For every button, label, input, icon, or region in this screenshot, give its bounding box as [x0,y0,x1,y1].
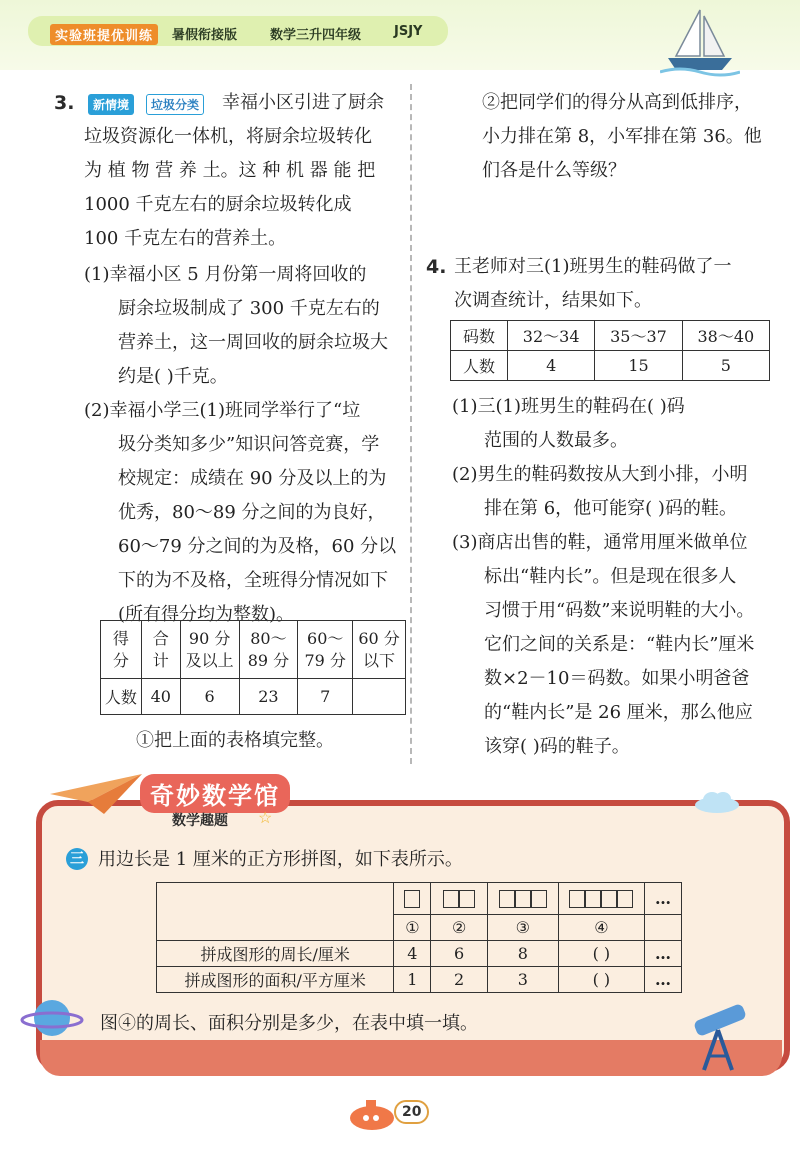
fun-subtitle: 数学趣题 [172,813,228,829]
q3-intro-1: 垃圾资源化一体机，将厨余垃圾转化 [84,126,372,147]
label-fig1: ① [394,915,431,941]
q3-sub2-0: ②把同学们的得分从高到低排序， [482,92,752,113]
q3-intro-2: 为 植 物 营 养 土。这 种 机 器 能 把 [84,160,376,181]
cell-60-79: 7 [298,679,353,715]
q4-row-label: 人数 [451,351,508,381]
q4-intro-0: 王老师对三(1)班男生的鞋码做了一 [454,256,732,277]
label-fig2: ② [431,915,488,941]
q3-intro-4: 100 千克左右的营养土。 [84,228,287,249]
q4-cell-38-40: 5 [682,351,769,381]
q4-p3-6: 该穿( )码的鞋子。 [484,736,630,757]
q4-intro-1: 次调查统计，结果如下。 [454,290,652,311]
q3-p1-3: 约是( )千克。 [118,366,228,387]
header-score: 得 分 [101,621,142,679]
q3-number: 3. [54,92,75,114]
row-label: 人数 [101,679,142,715]
fun-table-corner [157,883,394,915]
header-90-plus: 90 分 及以上 [180,621,239,679]
q4-p3-1: 标出“鞋内长”。但是现在很多人 [484,566,737,587]
q4-p3-4: 数×2－10＝码数。如果小明爸爸 [484,668,750,689]
edition-label: 暑假衔接版 [172,28,238,43]
q4-header-38-40: 38～40 [682,321,769,351]
fig3-squares [488,883,559,915]
cell-below-60[interactable] [353,679,406,715]
submarine-icon [344,1090,398,1134]
fun-section-scroll [40,1040,782,1076]
q4-p2-0: (2)男生的鞋码数按从大到小排，小明 [452,464,748,485]
q3-p2-6: (所有得分均为整数)。 [118,604,295,625]
ellipsis-perimeter: … [645,941,682,967]
area-fig1: 1 [394,967,431,993]
code-label: JSJY [394,24,423,39]
fun-title: 奇妙数学馆 [140,774,290,813]
q3-sub2-1: 小力排在第 8，小军排在第 36。他 [482,126,762,147]
cloud-icon [692,790,742,814]
header-80-89: 80～ 89 分 [239,621,298,679]
perimeter-label: 拼成图形的周长/厘米 [157,941,394,967]
fig4-squares [558,883,645,915]
page-number: 20 [394,1100,429,1124]
q3-sub2-2: 们各是什么等级？ [482,160,626,181]
area-fig3: 3 [488,967,559,993]
q4-p3-0: (3)商店出售的鞋，通常用厘米做单位 [452,532,748,553]
fun-intro: 用边长是 1 厘米的正方形拼图，如下表所示。 [98,849,463,870]
perimeter-fig4[interactable]: ( ) [558,941,645,967]
q4-header-35-37: 35～37 [595,321,682,351]
q4-p3-2: 习惯于用“码数”来说明鞋的大小。 [484,600,755,621]
area-label: 拼成图形的面积/平方厘米 [157,967,394,993]
paper-plane-icon [48,768,144,820]
q4-p3-5: 的“鞋内长”是 26 厘米，那么他应 [484,702,753,723]
q4-p3-3: 它们之间的关系是：“鞋内长”厘米 [484,634,755,655]
q3-p2-3: 优秀，80～89 分之间的为良好， [118,502,386,523]
label-fig3: ③ [488,915,559,941]
subject-label: 数学三升四年级 [270,28,362,43]
q4-number: 4. [426,256,447,278]
header-below-60: 60 分 以下 [353,621,406,679]
perimeter-fig2: 6 [431,941,488,967]
series-title: 实验班提优训练 [50,24,158,45]
area-fig2: 2 [431,967,488,993]
q3-p2-0: (2)幸福小学三(1)班同学举行了“垃 [84,400,361,421]
fun-square-table [156,882,682,993]
q3-p2-1: 圾分类知多少”知识问答竞赛，学 [118,434,380,455]
cell-90-plus: 6 [180,679,239,715]
sailboat-icon [660,6,740,78]
perimeter-fig3: 8 [488,941,559,967]
fig2-squares [431,883,488,915]
q3-topic-tag: 垃圾分类 [146,94,204,115]
q4-header-label: 码数 [451,321,508,351]
q3-p1-1: 厨余垃圾制成了 300 千克左右的 [118,298,380,319]
cell-total: 40 [141,679,180,715]
fun-table-blank-right [645,915,682,941]
label-fig4: ④ [558,915,645,941]
planet-icon [20,992,84,1044]
star-icon: ☆ [258,808,273,827]
q3-p2-5: 下的为不及格，全班得分情况如下 [118,570,388,591]
fig1-squares [394,883,431,915]
q3-p1-0: (1)幸福小区 5 月份第一周将回收的 [84,264,367,285]
q3-intro-3: 1000 千克左右的厨余垃圾转化成 [84,194,352,215]
q3-p1-2: 营养土，这一周回收的厨余垃圾大 [118,332,388,353]
area-fig4[interactable]: ( ) [558,967,645,993]
q3-new-tag: 新情境 [88,94,134,115]
q3-sub1: ①把上面的表格填完整。 [136,730,334,751]
q4-cell-32-34: 4 [508,351,595,381]
fun-number-badge: 三 [66,848,88,870]
fun-question: 图④的周长、面积分别是多少，在表中填一填。 [100,1013,478,1034]
q4-cell-35-37: 15 [595,351,682,381]
ellipsis-area: … [645,967,682,993]
q4-p1-1: 范围的人数最多。 [484,430,628,451]
q4-p1-0: (1)三(1)班男生的鞋码在( )码 [452,396,685,417]
q4-shoe-table [450,320,770,381]
q4-header-32-34: 32～34 [508,321,595,351]
perimeter-fig1: 4 [394,941,431,967]
header-60-79: 60～ 79 分 [298,621,353,679]
fun-table-blank [157,915,394,941]
q4-p2-1: 排在第 6，他可能穿( )码的鞋。 [484,498,737,519]
q3-p2-4: 60～79 分之间的为及格，60 分以 [118,536,397,557]
header-total: 合 计 [141,621,180,679]
cell-80-89: 23 [239,679,298,715]
q3-score-table [100,620,406,715]
q3-p2-2: 校规定：成绩在 90 分及以上的为 [118,468,387,489]
q3-intro-0: 幸福小区引进了厨余 [222,92,384,113]
telescope-icon [680,998,760,1078]
column-divider [410,84,412,764]
ellipsis-top: … [645,883,682,915]
